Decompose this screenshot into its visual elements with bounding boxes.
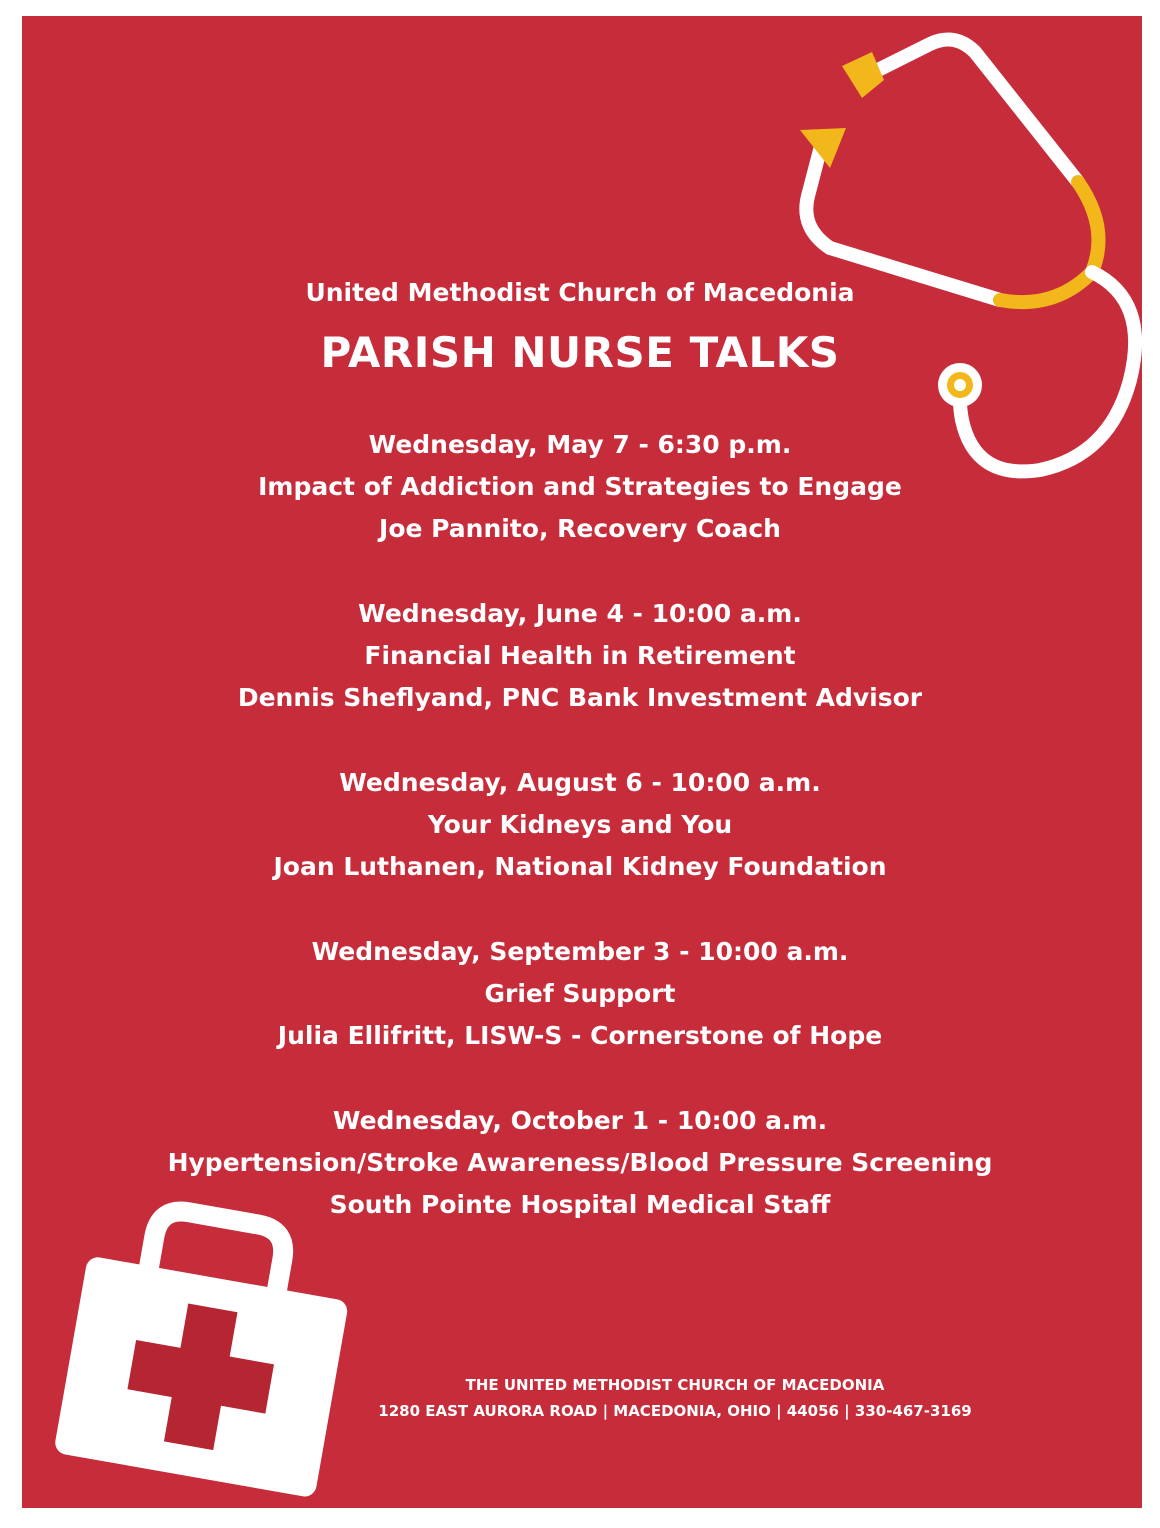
church-name: United Methodist Church of Macedonia <box>305 278 855 307</box>
event-date: Wednesday, May 7 - 6:30 p.m. <box>368 430 792 459</box>
footer-address: 1280 EAST AURORA ROAD | MACEDONIA, OHIO | 44056 | 330-467-3169 <box>378 1402 972 1420</box>
event-topic: Hypertension/Stroke Awareness/Blood Pressure Screening <box>167 1148 993 1177</box>
event-speaker: Joe Pannito, Recovery Coach <box>379 514 781 543</box>
event-item <box>0 762 1160 888</box>
event-date: Wednesday, October 1 - 10:00 a.m. <box>332 1106 828 1135</box>
event-item <box>0 593 1160 719</box>
event-date: Wednesday, September 3 - 10:00 a.m. <box>311 937 849 966</box>
event-speaker: South Pointe Hospital Medical Staff <box>329 1190 831 1219</box>
event-item <box>0 1100 1160 1226</box>
event-speaker: Dennis Sheflyand, PNC Bank Investment Advisor <box>237 683 923 712</box>
event-list <box>0 424 1160 1269</box>
event-topic: Financial Health in Retirement <box>364 641 796 670</box>
event-topic: Impact of Addiction and Strategies to Engage <box>258 472 902 501</box>
event-topic: Your Kidneys and You <box>427 810 733 839</box>
event-speaker: Joan Luthanen, National Kidney Foundation <box>273 852 887 881</box>
footer-church-name: THE UNITED METHODIST CHURCH OF MACEDONIA <box>465 1376 885 1394</box>
event-topic: Grief Support <box>484 979 676 1008</box>
page-title: PARISH NURSE TALKS <box>320 328 840 377</box>
event-date: Wednesday, June 4 - 10:00 a.m. <box>358 599 802 628</box>
event-date: Wednesday, August 6 - 10:00 a.m. <box>339 768 821 797</box>
stethoscope-icon <box>800 40 1135 472</box>
event-speaker: Julia Ellifritt, LISW-S - Cornerstone of Hope <box>277 1021 883 1050</box>
event-item <box>0 931 1160 1057</box>
event-item <box>0 424 1160 550</box>
